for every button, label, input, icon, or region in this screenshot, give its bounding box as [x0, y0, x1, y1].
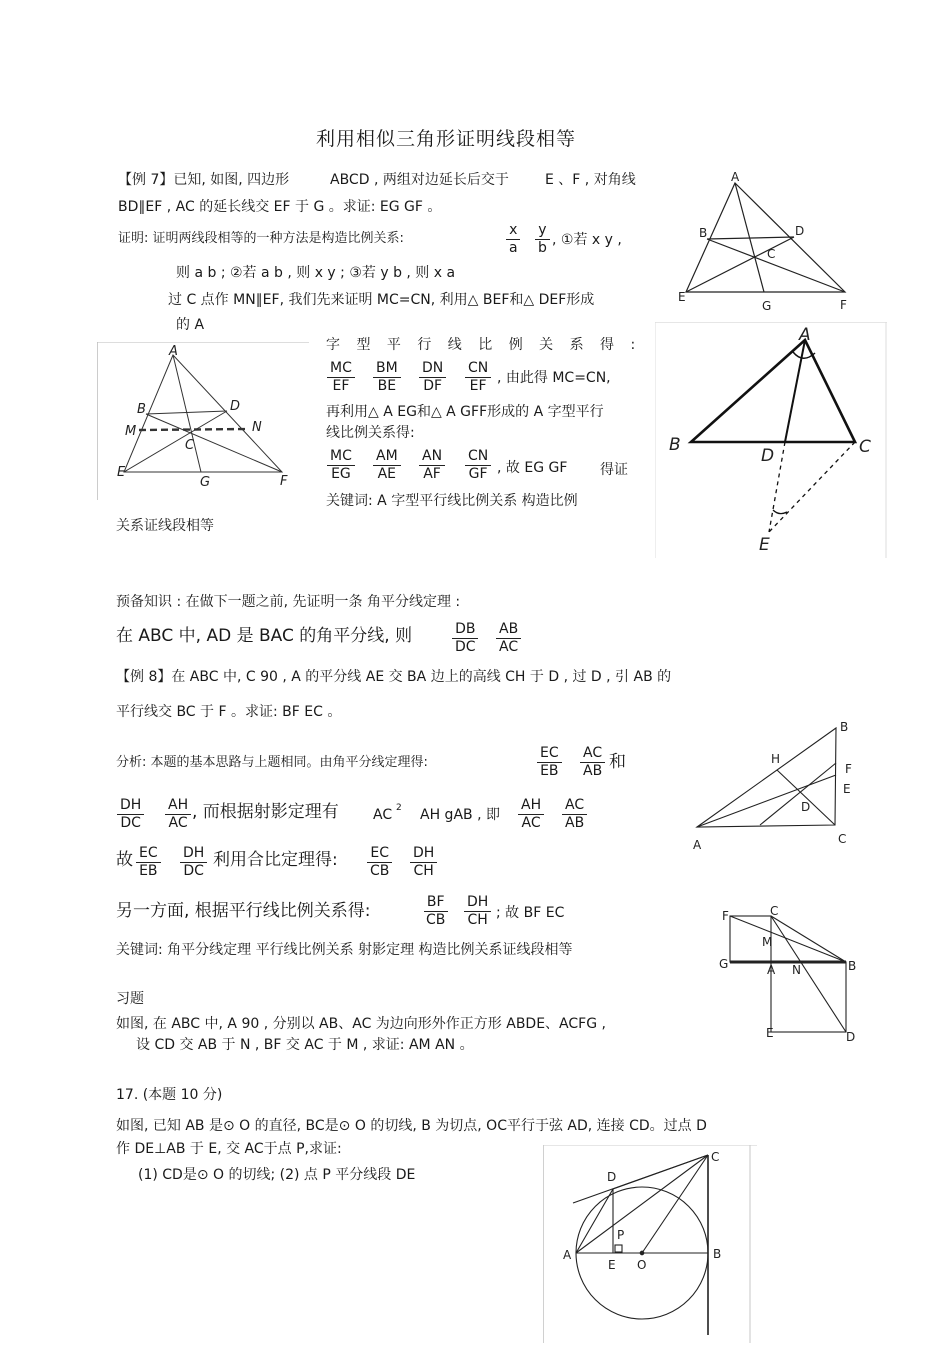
frac-dh-ch	[410, 845, 437, 880]
frac-ec-eb-2	[136, 845, 161, 880]
frac-dh-ch-2	[464, 894, 491, 929]
frac-den: CH	[413, 863, 434, 879]
frac-num: AN	[419, 448, 445, 466]
ex8-keywords: 关键词: 角平分线定理 平行线比例关系 射影定理 构造比例关系证线段相等	[116, 942, 573, 958]
ex8-sup2: 2	[396, 803, 402, 813]
frac-db-dc	[452, 621, 479, 656]
label-A: A	[731, 170, 740, 184]
frac-num: DH	[180, 845, 207, 863]
ex8-line2: 平行线交 BC 于 F 。求证: BF EC 。	[116, 704, 342, 720]
frac-num: EC	[367, 845, 392, 863]
label-A: A	[799, 325, 811, 345]
q17-line2: 作 DE⊥AB 于 E, 交 AC于点 P,求证:	[116, 1141, 342, 1157]
ratio-fraction	[465, 360, 491, 395]
frac-num: AH	[518, 797, 544, 815]
figure-ex8-triangle	[688, 715, 863, 855]
label-B: B	[137, 402, 146, 417]
label-C: C	[770, 904, 779, 918]
label-B: B	[669, 435, 681, 455]
frac-num: EC	[537, 745, 562, 763]
frac-num: DH	[410, 845, 437, 863]
ex7-line10: 线比例关系得:	[326, 425, 415, 441]
frac-num: MC	[327, 360, 355, 378]
prep-line2: 在 ABC 中, AD 是 BAC 的角平分线, 则	[116, 626, 413, 646]
label-D: D	[607, 1170, 617, 1184]
figure-q17-circle	[543, 1145, 758, 1345]
label-C: C	[767, 247, 776, 261]
ex7-line1a: 【例 7】已知, 如图, 四边形	[118, 172, 290, 188]
frac-den: AC	[168, 815, 188, 831]
exercise-line2: 设 CD 交 AB 于 N , BF 交 AC 于 M , 求证: AM AN 。	[136, 1037, 474, 1053]
ratio-fraction	[327, 448, 355, 483]
label-B: B	[848, 959, 857, 973]
label-G: G	[762, 299, 772, 313]
ex8-gu: 故	[116, 850, 133, 870]
frac-num: y	[535, 222, 549, 240]
ex7-proof-intro: 证明: 证明两线段相等的一种方法是构造比例关系:	[118, 231, 404, 246]
label-E: E	[766, 1026, 774, 1040]
label-O: O	[637, 1258, 647, 1272]
frac-num: AH	[165, 797, 191, 815]
label-D: D	[230, 399, 241, 414]
frac-den: DF	[423, 378, 443, 394]
ex7-line6: 的 A	[176, 317, 205, 333]
ex7-keywords: 关键词: A 字型平行线比例关系 构造比例	[326, 493, 578, 509]
ex8-analysis2: , 而根据射影定理有	[192, 802, 339, 822]
label-F: F	[840, 298, 847, 312]
frac-den: BE	[377, 378, 397, 394]
label-C: C	[859, 437, 871, 457]
label-M: M	[125, 424, 137, 439]
ex7-line7: 字 型 平 行 线 比 例 关 系 得 :	[326, 337, 642, 353]
frac-num: DN	[419, 360, 446, 378]
ex8-line1: 【例 8】在 ABC 中, C 90 , A 的平分线 AE 交 BA 边上的高线 CH 于 D , 过 D , 引 AB 的	[116, 669, 672, 685]
label-F: F	[280, 474, 288, 489]
ex7-row2-end: 得证	[600, 462, 628, 478]
frac-ah-ac-2	[518, 797, 544, 832]
label-E: E	[843, 782, 851, 796]
label-E: E	[117, 465, 126, 480]
frac-num: x	[506, 222, 520, 240]
label-N: N	[252, 420, 262, 435]
exercise-head: 习题	[116, 991, 144, 1007]
label-N: N	[792, 963, 801, 977]
label-B: B	[699, 226, 708, 240]
label-A: A	[693, 838, 702, 852]
ratio-fraction	[373, 360, 401, 395]
frac-den: DC	[455, 639, 476, 655]
figure-angle-bisector	[655, 322, 887, 560]
frac-den: EG	[331, 466, 351, 482]
label-H: H	[771, 752, 781, 766]
frac-num: DH	[464, 894, 491, 912]
label-D: D	[846, 1030, 856, 1044]
frac-ac-ab-2	[562, 797, 587, 832]
frac-x-a	[506, 222, 521, 257]
ex7-line1b: ABCD , 两组对边延长后交于	[330, 172, 509, 188]
label-M: M	[762, 935, 773, 949]
label-B: B	[713, 1247, 722, 1261]
figure-ex7-quadrilateral	[675, 168, 860, 318]
frac-den: AF	[423, 466, 441, 482]
ex8-analysis3: 利用合比定理得:	[213, 850, 338, 870]
frac-den: b	[538, 240, 547, 256]
frac-y-b	[535, 222, 550, 257]
frac-num: AC	[580, 745, 605, 763]
frac-ec-eb	[537, 745, 562, 780]
prep-line1: 预备知识 : 在做下一题之前, 先证明一条 角平分线定理 :	[116, 594, 461, 610]
figure-ex7-auxiliary	[97, 342, 309, 502]
frac-den: a	[509, 240, 518, 256]
label-C: C	[838, 832, 847, 846]
label-E: E	[608, 1258, 616, 1272]
ex7-row1-after: , 由此得 MC=CN,	[497, 370, 611, 386]
frac-den: AC	[499, 639, 519, 655]
q17-head: 17. (本题 10 分)	[116, 1087, 223, 1103]
label-E: E	[759, 535, 770, 555]
frac-num: AC	[562, 797, 587, 815]
label-A: A	[169, 344, 178, 359]
ratio-fraction	[419, 360, 446, 395]
ex7-line5: 过 C 点作 MN∥EF, 我们先来证明 MC=CN, 利用△ BEF和△ DEF形成	[168, 292, 595, 308]
label-F: F	[845, 762, 852, 776]
ex8-analysis4: 另一方面, 根据平行线比例关系得:	[116, 901, 371, 921]
frac-dh-dc-2	[180, 845, 207, 880]
frac-den: AB	[565, 815, 585, 831]
ratio-fraction	[327, 360, 355, 395]
frac-den: EB	[139, 863, 158, 879]
frac-ac-ab	[580, 745, 605, 780]
figure-exercise-squares	[716, 902, 866, 1047]
frac-num: BF	[424, 894, 448, 912]
ex8-analysis1: 分析: 本题的基本思路与上题相同。由角平分线定理得:	[116, 755, 428, 770]
exercise-line1: 如图, 在 ABC 中, A 90 , 分别以 AB、AC 为边向形外作正方形 ABDE、ACFG ,	[116, 1016, 606, 1032]
frac-ah-ac	[165, 797, 191, 832]
ex7-keywords2: 关系证线段相等	[116, 518, 214, 534]
frac-num: DH	[117, 797, 144, 815]
ratio-fraction	[465, 448, 491, 483]
frac-den: EF	[469, 378, 487, 394]
ex8-ac: AC	[373, 807, 393, 823]
ratio-fraction	[419, 448, 445, 483]
frac-dh-dc	[117, 797, 144, 832]
label-C: C	[711, 1150, 720, 1164]
frac-den: GF	[468, 466, 488, 482]
ex7-row2-after: , 故 EG GF	[497, 460, 568, 476]
label-D: D	[801, 800, 811, 814]
frac-den: AE	[377, 466, 397, 482]
q17-line1: 如图, 已知 AB 是⊙ O 的直径, BC是⊙ O 的切线, B 为切点, OC平行于弦 AD, 连接 CD。过点 D	[116, 1118, 707, 1134]
frac-den: DC	[120, 815, 141, 831]
frac-num: CN	[465, 360, 491, 378]
ex7-line2: BD∥EF , AC 的延长线交 EF 于 G 。求证: EG GF 。	[118, 199, 442, 215]
label-D: D	[795, 224, 805, 238]
ex8-ahab: AH gAB , 即	[420, 807, 500, 823]
frac-den: CB	[426, 912, 446, 928]
ex7-line9: 再利用△ A EG和△ A GFF形成的 A 字型平行	[326, 404, 604, 420]
frac-num: EC	[136, 845, 161, 863]
q17-line3: (1) CD是⊙ O 的切线; (2) 点 P 平分线段 DE	[138, 1167, 416, 1183]
frac-den: CH	[467, 912, 488, 928]
ex7-line4: 则 a b ; ②若 a b , 则 x y ; ③若 y b , 则 x a	[176, 265, 456, 281]
frac-num: AB	[496, 621, 521, 639]
frac-den: AC	[521, 815, 541, 831]
label-P: P	[617, 1228, 625, 1242]
label-A: A	[767, 963, 776, 977]
page-title: 利用相似三角形证明线段相等	[316, 128, 577, 150]
label-E: E	[678, 290, 686, 304]
frac-den: EB	[540, 763, 559, 779]
ex7-line1c: E 、F , 对角线	[545, 172, 636, 188]
label-G: G	[719, 957, 729, 971]
ex8-conclusion: ; 故 BF EC	[496, 905, 565, 921]
frac-den: EF	[332, 378, 350, 394]
frac-num: BM	[373, 360, 401, 378]
ratio-fraction	[373, 448, 401, 483]
label-A: A	[563, 1248, 572, 1262]
ex7-proof-cases: , ①若 x y ,	[552, 232, 622, 248]
label-B: B	[840, 720, 849, 734]
label-G: G	[200, 475, 211, 490]
frac-den: DC	[183, 863, 204, 879]
frac-num: AM	[373, 448, 401, 466]
frac-num: DB	[452, 621, 478, 639]
label-C: C	[185, 438, 195, 453]
frac-ec-cb	[367, 845, 392, 880]
frac-den: CB	[370, 863, 390, 879]
label-F: F	[722, 909, 729, 923]
frac-den: AB	[583, 763, 603, 779]
frac-num: CN	[465, 448, 491, 466]
frac-num: MC	[327, 448, 355, 466]
ex8-and: 和	[609, 752, 626, 772]
frac-bf-cb	[423, 894, 448, 929]
frac-ab-ac	[496, 621, 521, 656]
label-D: D	[761, 446, 775, 466]
